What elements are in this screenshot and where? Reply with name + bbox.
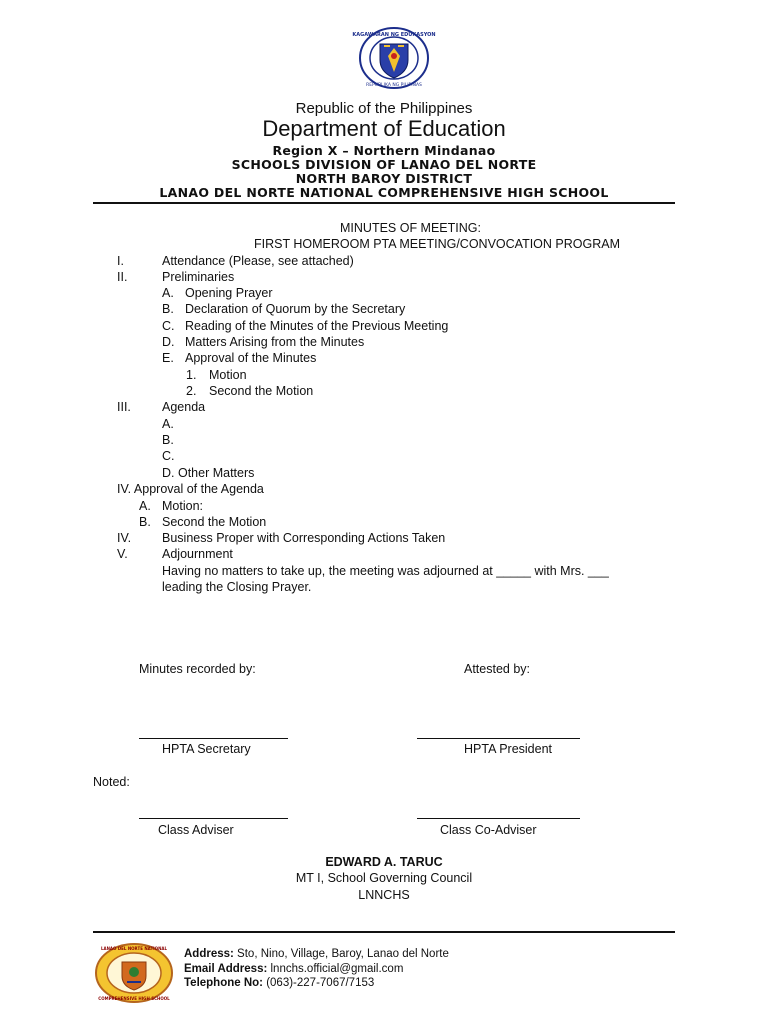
region-line: Region X – Northern Mindanao <box>272 143 496 158</box>
address-value: Sto, Nino, Village, Baroy, Lanao del Norte <box>233 948 449 960</box>
adviser-label: Class Adviser <box>158 823 234 837</box>
item-iv-b-letter: B. <box>139 515 151 529</box>
item-approval-agenda: IV. Approval of the Agenda <box>117 482 264 496</box>
email-value: lnnchs.official@gmail.com <box>267 963 404 975</box>
division-line: SCHOOLS DIVISION OF LANAO DEL NORTE <box>231 157 537 172</box>
adviser-signature-line <box>139 818 288 819</box>
item-ii-e1-text: Motion <box>209 368 247 382</box>
item-iv-a-letter: A. <box>139 499 151 513</box>
co-adviser-label: Class Co-Adviser <box>440 823 537 837</box>
item-ii-number: II. <box>117 270 128 284</box>
adjournment-paragraph-line1: Having no matters to take up, the meeting was adjourned at _____ with Mrs. ___ <box>162 564 609 578</box>
item-iii-b: B. <box>162 433 174 447</box>
attested-by-label: Attested by: <box>464 662 531 676</box>
noted-label: Noted: <box>93 775 130 789</box>
item-i-number: I. <box>117 254 124 268</box>
item-ii-c-letter: C. <box>162 319 175 333</box>
school-logo <box>94 942 174 1004</box>
district-line: NORTH BAROY DISTRICT <box>295 171 473 186</box>
co-adviser-signature-line <box>417 818 580 819</box>
item-iii-text: Agenda <box>162 400 206 414</box>
noted-by-school: LNNCHS <box>358 888 410 902</box>
item-iv-a-text: Motion: <box>162 499 203 513</box>
item-ii-a-text: Opening Prayer <box>185 286 273 300</box>
republic-line: Republic of the Philippines <box>295 100 473 117</box>
recorded-by-label: Minutes recorded by: <box>139 662 256 676</box>
header-divider <box>93 202 675 204</box>
phone-value: (063)-227-7067/7153 <box>263 977 375 989</box>
president-label: HPTA President <box>464 742 553 756</box>
svg-text:COMPREHENSIVE HIGH SCHOOL: COMPREHENSIVE HIGH SCHOOL <box>98 996 170 1001</box>
item-ii-d-text: Matters Arising from the Minutes <box>185 335 365 349</box>
item-ii-b-text: Declaration of Quorum by the Secretary <box>185 302 406 316</box>
footer-address <box>184 948 449 960</box>
item-ii-d-letter: D. <box>162 335 175 349</box>
email-label: Email Address: <box>184 963 268 975</box>
item-iv-text: Business Proper with Corresponding Actions Taken <box>162 531 446 545</box>
svg-text:KAGAWARAN NG EDUKASYON: KAGAWARAN NG EDUKASYON <box>352 32 436 38</box>
president-signature-line <box>417 738 580 739</box>
phone-label: Telephone No: <box>184 977 264 989</box>
svg-text:LANAO DEL NORTE NATIONAL: LANAO DEL NORTE NATIONAL <box>100 946 168 951</box>
department-title: Department of Education <box>262 116 506 141</box>
item-ii-e2-text: Second the Motion <box>209 384 314 398</box>
footer-phone <box>184 977 374 989</box>
item-ii-b-letter: B. <box>162 302 174 316</box>
item-ii-a-letter: A. <box>162 286 174 300</box>
adjournment-paragraph-line2: leading the Closing Prayer. <box>162 580 312 594</box>
svg-text:REPUBLIKA NG PILIPINAS: REPUBLIKA NG PILIPINAS <box>366 83 422 88</box>
item-ii-e1-number: 1. <box>186 368 197 382</box>
item-iii-c: C. <box>162 449 175 463</box>
item-i-text: Attendance (Please, see attached) <box>162 254 354 268</box>
item-ii-e-letter: E. <box>162 351 174 365</box>
item-ii-c-text: Reading of the Minutes of the Previous Meeting <box>185 319 449 333</box>
secretary-label: HPTA Secretary <box>162 742 251 756</box>
item-v-number: V. <box>117 547 128 561</box>
footer-email <box>184 963 403 975</box>
noted-by-name: EDWARD A. TARUC <box>325 855 443 869</box>
item-ii-e2-number: 2. <box>186 384 197 398</box>
item-ii-text: Preliminaries <box>162 270 235 284</box>
item-iii-a: A. <box>162 417 174 431</box>
item-ii-e-text: Approval of the Minutes <box>185 351 317 365</box>
meeting-title: FIRST HOMEROOM PTA MEETING/CONVOCATION PROGRAM <box>254 237 620 251</box>
item-iii-d: D. Other Matters <box>162 466 255 480</box>
item-iii-number: III. <box>117 400 131 414</box>
address-label: Address: <box>184 948 234 960</box>
deped-seal <box>352 26 436 90</box>
item-iv-number: IV. <box>117 531 132 545</box>
item-iv-b-text: Second the Motion <box>162 515 267 529</box>
noted-by-position: MT I, School Governing Council <box>295 871 473 885</box>
footer-divider <box>93 931 675 933</box>
minutes-title: MINUTES OF MEETING: <box>340 221 481 235</box>
secretary-signature-line <box>139 738 288 739</box>
item-v-text: Adjournment <box>162 547 233 561</box>
school-line: LANAO DEL NORTE NATIONAL COMPREHENSIVE HIGH SCHOOL <box>159 185 609 200</box>
